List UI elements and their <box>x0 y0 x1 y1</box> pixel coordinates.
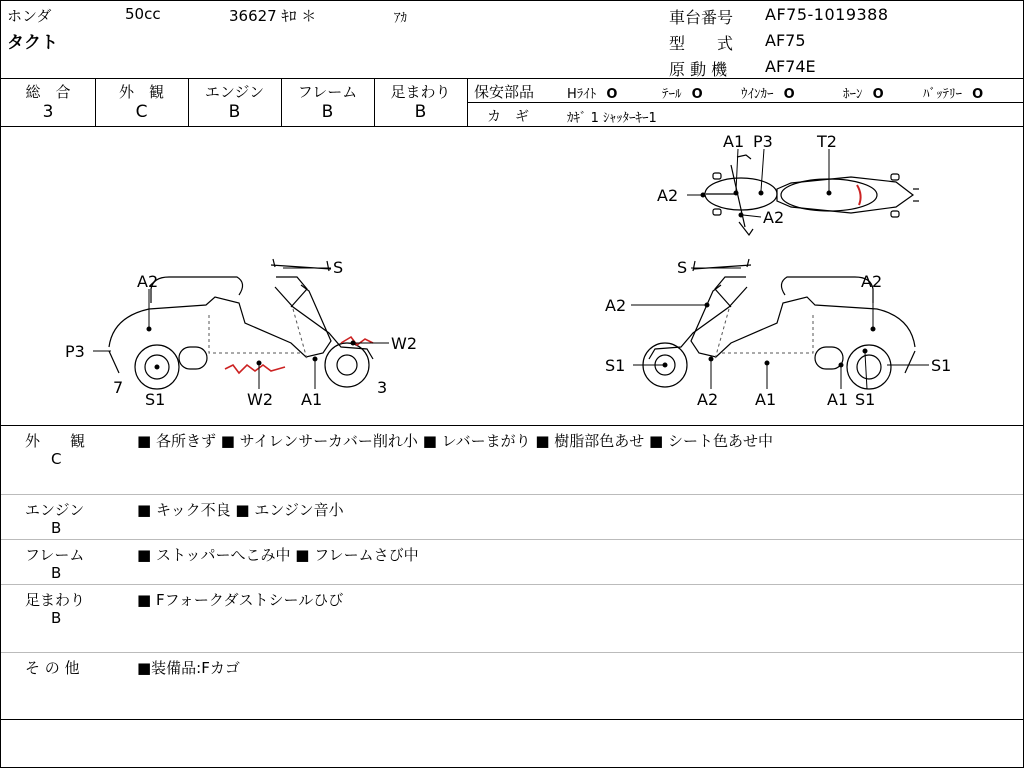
diagram-label: T2 <box>817 132 837 151</box>
note-row-other <box>1 653 1023 719</box>
mileage: 36627 ｷﾛ ＊ <box>229 7 317 25</box>
body-color: ｱｶ <box>394 11 407 26</box>
note-grade: B <box>51 609 62 627</box>
engine-model-value: AF74E <box>765 57 816 76</box>
diagram-label: A2 <box>861 272 883 291</box>
grade-exterior-label: 外 観 <box>118 83 164 101</box>
safety-item-name: ﾃｰﾙ <box>662 87 682 102</box>
diagram-label: W2 <box>247 390 273 409</box>
damage-mark <box>341 337 373 345</box>
note-text: ■ キック不良 ■ エンジン音小 <box>137 501 344 519</box>
grade-exterior-value: C <box>135 102 148 122</box>
grade-overall-value: 3 <box>42 102 54 122</box>
note-grade: B <box>51 564 62 582</box>
diagram-label: A2 <box>697 390 719 409</box>
safety-item-battery <box>923 83 983 102</box>
grade-overall-label: 総 合 <box>25 83 71 101</box>
model-type-label: 型 式 <box>669 34 734 53</box>
note-text: ■ ストッパーへこみ中 ■ フレームさび中 <box>137 546 419 564</box>
note-text: ■ 各所きず ■ サイレンサーカバー削れ小 ■ レバーまがり ■ 樹脂部色あせ ■ シート色あせ中 <box>137 432 774 450</box>
divider <box>1 78 1023 79</box>
note-text: ■ Fフォークダストシールひび <box>137 591 344 609</box>
diagram-label: P3 <box>65 342 85 361</box>
note-row-frame <box>1 540 1023 584</box>
safety-item-mark: O <box>691 87 703 102</box>
safety-item-name: Hﾗｲﾄ <box>567 87 597 102</box>
diagram-label: W2 <box>391 334 417 353</box>
safety-item-name: ｳｲﾝｶｰ <box>741 87 774 102</box>
safety-parts-label: 保安部品 <box>474 83 535 101</box>
diagram-label: A1 <box>301 390 323 409</box>
grade-frame-label: フレーム <box>297 83 358 101</box>
diagram-label: S1 <box>931 356 952 375</box>
note-label: エンジン <box>25 501 85 519</box>
note-row-exterior <box>1 426 1023 494</box>
diagram-label: S1 <box>855 390 876 409</box>
diagram-label: A1 <box>723 132 745 151</box>
key-value: ｶｷﾞ 1 ｼｬｯﾀｰｷｰ1 <box>567 111 657 126</box>
grade-engine-label: エンジン <box>204 83 265 101</box>
safety-item-name: ﾎｰﾝ <box>843 87 863 102</box>
note-grade: B <box>51 519 62 537</box>
diagram-label: A2 <box>763 208 785 227</box>
safety-item-mark: O <box>872 87 884 102</box>
note-label: 外 観 <box>25 432 86 450</box>
diagram-label: P3 <box>753 132 773 151</box>
safety-item-horn <box>843 83 884 102</box>
frame-number-value: AF75-1019388 <box>765 5 889 24</box>
damage-mark <box>857 185 861 205</box>
diagram-label: A2 <box>657 186 679 205</box>
diagram-label: A2 <box>605 296 627 315</box>
grade-engine-value: B <box>228 102 241 122</box>
model-name: タクト <box>7 33 58 53</box>
grade-suspension-value: B <box>414 102 427 122</box>
frame-number-label: 車台番号 <box>669 8 734 27</box>
note-row-engine <box>1 495 1023 539</box>
diagram-label: A2 <box>137 272 159 291</box>
note-label: そ の 他 <box>25 659 80 677</box>
diagram-label: A1 <box>755 390 777 409</box>
note-label: 足まわり <box>25 591 86 609</box>
safety-item-winker <box>741 83 795 102</box>
divider <box>467 102 1023 103</box>
safety-item-mark: O <box>606 87 618 102</box>
note-row-suspension <box>1 585 1023 652</box>
scooter-damage-diagram <box>1 127 1023 425</box>
diagram-label: S1 <box>605 356 626 375</box>
engine-model-label: 原 動 機 <box>669 60 728 79</box>
damage-mark <box>225 365 285 373</box>
safety-item-name: ﾊﾞｯﾃﾘｰ <box>923 87 962 102</box>
model-type-value: AF75 <box>765 31 806 50</box>
diagram-label: S <box>333 258 344 277</box>
diagram-label: 7 <box>113 378 124 397</box>
diagram-label: S <box>677 258 688 277</box>
maker-name: ホンダ <box>7 7 52 25</box>
safety-item-mark: O <box>972 87 984 102</box>
note-grade: C <box>51 450 62 468</box>
grade-suspension-label: 足まわり <box>390 83 451 101</box>
divider <box>1 719 1023 720</box>
diagram-label: A1 <box>827 390 849 409</box>
displacement: 50cc <box>125 5 161 23</box>
grade-frame-value: B <box>321 102 334 122</box>
note-text: ■装備品:Fカゴ <box>137 659 240 677</box>
safety-item-mark: O <box>783 87 795 102</box>
diagram-label: 3 <box>377 378 388 397</box>
safety-item-taillight <box>662 83 703 102</box>
safety-item-headlight <box>567 83 617 102</box>
diagram-label: S1 <box>145 390 166 409</box>
key-label: カ ギ <box>487 109 529 125</box>
note-label: フレーム <box>25 546 85 564</box>
